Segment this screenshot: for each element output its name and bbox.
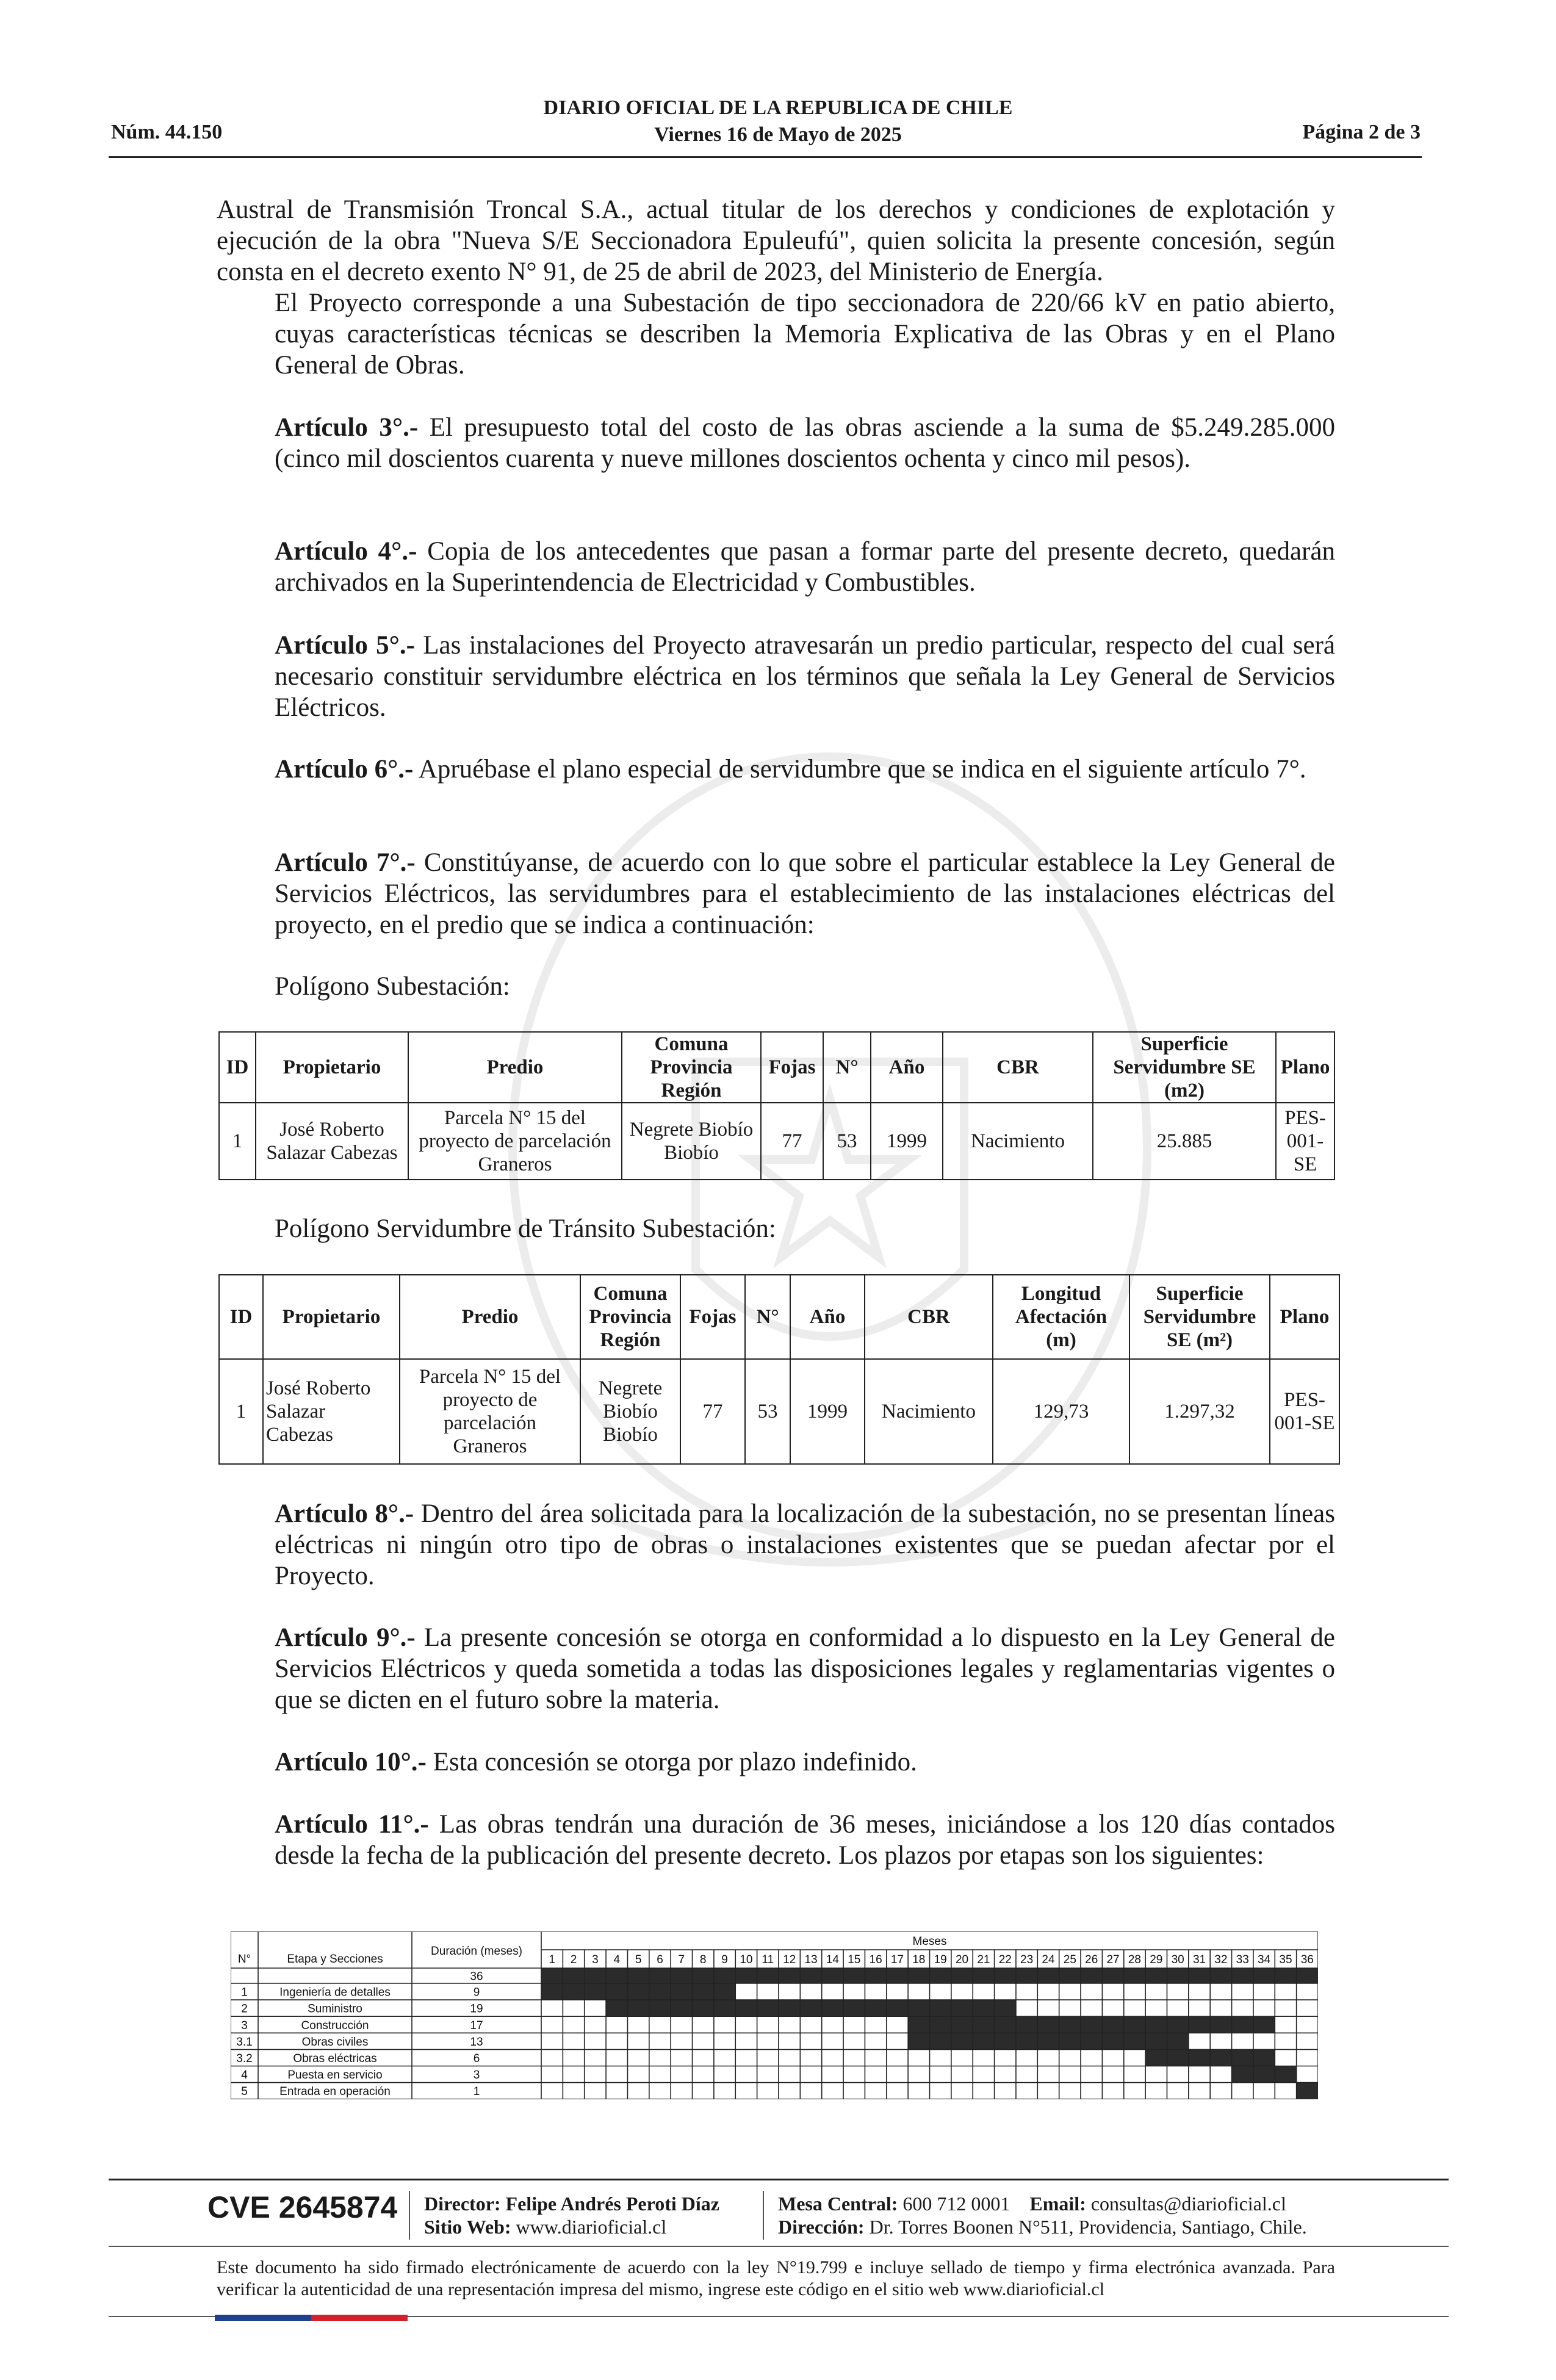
gantt-month-label: 35: [1279, 1953, 1292, 1966]
article-7-text: Constitúyanse, de acuerdo con lo que sobre el particular establece la Ley General de Servicios Eléctricos, las servidumbres para el establecimiento de las instalaciones eléctricas del proyecto, en el predio que se indica a continuación:: [275, 848, 1336, 939]
gantt-month-label: 8: [699, 1953, 707, 1966]
header-line: Región: [661, 1080, 722, 1102]
col-cbr: CBR: [943, 1032, 1093, 1103]
cell-anio: 1999: [790, 1359, 865, 1464]
header-line: Comuna: [654, 1033, 729, 1055]
cell-line: Negrete: [598, 1377, 663, 1399]
gantt-stage-duration: 9: [473, 1986, 480, 1999]
gantt-header-stage: Etapa y Secciones: [287, 1953, 383, 1966]
cell-fojas: 77: [761, 1103, 823, 1180]
gantt-stage-name: Obras civiles: [301, 2035, 369, 2049]
col-fojas: Fojas: [761, 1032, 823, 1103]
gantt-month-label: 25: [1063, 1953, 1076, 1966]
gantt-month-label: 16: [869, 1953, 882, 1966]
article-5-text: Las instalaciones del Proyecto atravesarán un predio particular, respecto del cual será necesario constituir servidumbre eléctrica en los términos que señala la Ley General de Servicios Eléctricos.: [275, 631, 1336, 722]
gantt-stage-name: Ingeniería de detalles: [279, 1986, 391, 1999]
footer-separator: [763, 2191, 764, 2240]
gantt-month-label: 2: [570, 1953, 577, 1966]
gantt-month-label: 33: [1236, 1953, 1249, 1966]
article-11: [217, 1809, 1335, 1871]
cell-propietario: [256, 1103, 408, 1180]
header-line: Longitud: [1021, 1283, 1101, 1305]
contact-line: [778, 2192, 1307, 2215]
gantt-month-label: 29: [1150, 1953, 1163, 1966]
table-row: [219, 1103, 1334, 1180]
email-label: Email:: [1029, 2193, 1086, 2215]
cell-line: proyecto de: [442, 1389, 538, 1411]
cell-line: 001-SE: [1274, 1412, 1335, 1434]
gantt-month-label: 9: [721, 1953, 728, 1966]
gantt-month-label: 21: [977, 1953, 990, 1966]
cell-line: Parcela N° 15 del: [419, 1366, 561, 1388]
article-3: [217, 412, 1335, 474]
article-5-label: Artículo 5°.-: [275, 631, 415, 660]
article-8-text: Dentro del área solicitada para la localización de la subestación, no se presentan líneas eléctricas ni ningún otro tipo de obras o instalaciones existentes que se puedan afectar por el Proyecto.: [275, 1499, 1336, 1590]
header-line: Afectación: [1015, 1306, 1108, 1328]
cell-numero: 53: [745, 1359, 790, 1464]
article-4-text: Copia de los antecedentes que pasan a formar parte del presente decreto, quedarán archivados en la Superintendencia de Electricidad y Combustibles.: [275, 537, 1336, 597]
gantt-stage-duration: 13: [470, 2035, 483, 2049]
gantt-stage-number: 3: [241, 2019, 248, 2032]
gantt-header-duration: Duración (meses): [431, 1945, 522, 1958]
gantt-month-label: 30: [1171, 1953, 1184, 1966]
col-cbr: CBR: [865, 1275, 993, 1359]
article-10: [217, 1747, 1335, 1778]
footer-separator: [409, 2191, 410, 2240]
header-line: SE (m²): [1167, 1329, 1233, 1351]
footer-legal-note: Este documento ha sido firmado electrónicamente de acuerdo con la ley N°19.799 e incluye sellado de tiempo y firma electrónica avanzada. Para verificar la autenticidad de una representación impresa del mismo, ingrese este código en el sitio web www.diarioficial.cl: [217, 2257, 1335, 2299]
paragraph-intro: Austral de Transmisión Troncal S.A., actual titular de los derechos y condiciones de explotación y ejecución de la obra "Nueva S/E Seccionadora Epuleufú", quien solicita la presente concesión, según consta en el decreto exento N° 91, de 25 de abril de 2023, del Ministerio de Energía.: [217, 195, 1335, 286]
gantt-month-label: 5: [635, 1953, 642, 1966]
cell-comuna: [622, 1103, 761, 1180]
article-7: [217, 847, 1335, 940]
article-10-text: Esta concesión se otorga por plazo indefinido.: [433, 1748, 917, 1776]
issue-date: Viernes 16 de Mayo de 2025: [654, 123, 902, 146]
article-8: [217, 1498, 1335, 1592]
article-3-label: Artículo 3°.-: [275, 413, 419, 442]
col-comuna: [580, 1275, 680, 1359]
gantt-month-label: 6: [657, 1953, 663, 1966]
cell-cbr: Nacimiento: [943, 1103, 1093, 1180]
article-6: [217, 754, 1335, 785]
article-9-text: La presente concesión se otorga en conformidad a lo dispuesto en la Ley General de Servicios Eléctricos y queda sometida a todas las disposiciones legales y reglamentarias vigentes o que se dicten en el futuro sobre la materia.: [275, 1623, 1336, 1714]
masthead-title: DIARIO OFICIAL DE LA REPUBLICA DE CHILE: [543, 96, 1013, 119]
cell-line: Graneros: [478, 1153, 552, 1175]
header-line: Servidumbre: [1143, 1306, 1256, 1328]
gantt-month-label: 7: [678, 1953, 685, 1966]
col-numero: N°: [745, 1275, 790, 1359]
gantt-month-label: 18: [912, 1953, 926, 1966]
table-row: [219, 1359, 1339, 1464]
table-poligono-subestacion: [218, 1031, 1335, 1180]
cve-code: CVE 2645874: [207, 2190, 398, 2224]
gantt-month-label: 15: [848, 1953, 861, 1966]
cell-superficie: 25.885: [1093, 1103, 1276, 1180]
gantt-stage-name: Suministro: [308, 2002, 362, 2016]
cell-plano: [1270, 1359, 1339, 1464]
mesa-phone: 600 712 0001: [902, 2193, 1010, 2215]
gantt-month-label: 19: [934, 1953, 947, 1966]
table-header-row: [219, 1032, 1334, 1103]
gantt-stage-duration: 1: [473, 2085, 480, 2099]
cell-line: Graneros: [453, 1435, 527, 1457]
cell-line: Salazar Cabezas: [266, 1142, 398, 1164]
gantt-bar: [1297, 2083, 1318, 2099]
col-fojas: Fojas: [680, 1275, 745, 1359]
header-line: (m2): [1164, 1080, 1205, 1102]
gantt-total-duration: 36: [470, 1970, 483, 1983]
col-propietario: Propietario: [256, 1032, 408, 1103]
gantt-bar: [1232, 2066, 1297, 2083]
cell-line: Negrete Biobío: [629, 1119, 754, 1141]
cell-superficie: 1.297,32: [1129, 1359, 1270, 1464]
gantt-month-label: 10: [740, 1953, 753, 1966]
header-line: Provincia: [650, 1056, 733, 1078]
cell-line: proyecto de parcelación: [419, 1130, 611, 1152]
footer-contact-block: [778, 2192, 1307, 2238]
director-line: [424, 2192, 719, 2215]
cell-fojas: 77: [680, 1359, 745, 1464]
gantt-stage-duration: 17: [470, 2019, 483, 2032]
gantt-month-label: 17: [890, 1953, 904, 1966]
cell-line: Parcela N° 15 del: [444, 1107, 586, 1129]
gantt-header-n: N°: [237, 1953, 251, 1966]
header-line: Región: [600, 1329, 661, 1351]
gantt-month-label: 31: [1192, 1953, 1206, 1966]
article-4: [217, 536, 1335, 598]
gantt-bar: [908, 2033, 1189, 2049]
gantt-bar: [541, 1983, 735, 2000]
cell-line: José Roberto: [279, 1119, 384, 1141]
article-8-label: Artículo 8°.-: [275, 1499, 414, 1528]
gantt-month-label: 14: [826, 1953, 839, 1966]
gantt-header-months: Meses: [912, 1935, 947, 1948]
gantt-month-label: 12: [783, 1953, 796, 1966]
article-4-label: Artículo 4°.-: [275, 537, 417, 566]
gantt-month-label: 11: [762, 1953, 774, 1966]
col-propietario: Propietario: [263, 1275, 400, 1359]
gantt-month-label: 34: [1258, 1953, 1271, 1966]
gantt-month-label: 13: [804, 1953, 818, 1966]
flag-stripe-red: [311, 2315, 408, 2321]
mesa-label: Mesa Central:: [778, 2193, 898, 2215]
article-11-text: Las obras tendrán una duración de 36 meses, iniciándose a los 120 días contados desde la fecha de la publicación del presente decreto. Los plazos por etapas son los siguientes:: [275, 1810, 1336, 1870]
header-line: Provincia: [589, 1306, 672, 1328]
gantt-month-label: 22: [998, 1953, 1012, 1966]
article-6-text: Apruébase el plano especial de servidumbre que se indica en el siguiente artículo 7°.: [418, 755, 1306, 784]
polygon-2-title: Polígono Servidumbre de Tránsito Subestación:: [275, 1214, 776, 1243]
gantt-stage-duration: 3: [473, 2069, 480, 2082]
address-line: [778, 2215, 1307, 2238]
header-line: Comuna: [593, 1283, 668, 1305]
header-divider: [109, 156, 1422, 158]
gantt-stage-duration: 19: [470, 2002, 483, 2016]
gantt-month-label: 36: [1300, 1953, 1314, 1966]
cell-predio: [408, 1103, 622, 1180]
table-header-row: [219, 1275, 1339, 1359]
cell-line: Biobío: [603, 1424, 658, 1446]
issue-number: Núm. 44.150: [111, 121, 223, 143]
col-id: ID: [219, 1275, 263, 1359]
cell-line: 001-SE: [1286, 1130, 1324, 1175]
address-label: Dirección:: [778, 2216, 865, 2238]
website-link[interactable]: www.diarioficial.cl: [516, 2216, 667, 2238]
email-link[interactable]: consultas@diarioficial.cl: [1090, 2193, 1286, 2215]
gantt-month-label: 1: [549, 1953, 555, 1966]
website-line: [424, 2215, 719, 2238]
gantt-stage-name: Construcción: [301, 2019, 369, 2032]
website-label: Sitio Web:: [424, 2216, 511, 2238]
col-predio: Predio: [408, 1032, 622, 1103]
footer-divider: [109, 2246, 1449, 2247]
header-line: Superficie: [1140, 1033, 1228, 1055]
col-superficie: [1093, 1032, 1276, 1103]
cell-comuna: [580, 1359, 680, 1464]
cell-cbr: Nacimiento: [865, 1359, 993, 1464]
article-6-label: Artículo 6°.-: [275, 755, 414, 784]
header-line: Servidumbre SE: [1113, 1056, 1256, 1078]
cell-line: parcelación: [443, 1412, 537, 1434]
gantt-month-label: 24: [1042, 1953, 1055, 1966]
director-name: Felipe Andrés Peroti Díaz: [505, 2193, 719, 2215]
header-line: (m): [1046, 1329, 1076, 1351]
director-label: Director:: [424, 2193, 501, 2215]
gantt-month-label: 4: [613, 1953, 621, 1966]
gantt-stage-number: 5: [241, 2085, 248, 2099]
cell-line: Biobío: [603, 1401, 658, 1423]
cell-line: José Roberto: [266, 1377, 371, 1399]
article-5: [217, 630, 1335, 723]
article-10-label: Artículo 10°.-: [275, 1748, 427, 1776]
gantt-month-label: 28: [1128, 1953, 1142, 1966]
cell-anio: 1999: [871, 1103, 943, 1180]
table-servidumbre-transito: [218, 1274, 1340, 1465]
cell-line: PES-: [1284, 1107, 1326, 1129]
flag-stripe-blue: [215, 2315, 311, 2321]
gantt-stage-duration: 6: [473, 2052, 480, 2065]
article-11-label: Artículo 11°.-: [275, 1810, 429, 1839]
page-number: Página 2 de 3: [1302, 121, 1421, 143]
cell-longitud: 129,73: [993, 1359, 1129, 1464]
gantt-month-label: 26: [1085, 1953, 1098, 1966]
cell-line: Cabezas: [266, 1424, 333, 1446]
gantt-stage-number: 3.2: [236, 2052, 253, 2065]
gantt-stage-number: 4: [241, 2069, 248, 2082]
col-numero: N°: [823, 1032, 871, 1103]
header-line: Superficie: [1156, 1283, 1244, 1305]
gantt-stage-name: Entrada en operación: [279, 2085, 391, 2099]
footer-divider: [109, 2179, 1449, 2180]
polygon-1-title: Polígono Subestación:: [275, 972, 510, 1001]
cell-id: 1: [219, 1359, 263, 1464]
col-anio: Año: [790, 1275, 865, 1359]
gantt-stage-number: 1: [241, 1986, 248, 1999]
paragraph-project: El Proyecto corresponde a una Subestación de tipo seccionadora de 220/66 kV en patio abierto, cuyas características técnicas se describen la Memoria Explicativa de las Obras y en el Plano General de Obras.: [275, 289, 1335, 380]
col-anio: Año: [871, 1032, 943, 1103]
cell-id: 1: [219, 1103, 256, 1180]
gantt-bar: [908, 2016, 1275, 2033]
article-3-text: El presupuesto total del costo de las obras asciende a la suma de $5.249.285.000 (cinco mil doscientos cuarenta y nueve millones doscientos ochenta y cinco mil pesos).: [275, 413, 1335, 473]
cell-plano: [1276, 1103, 1334, 1180]
gantt-stage-name: Obras eléctricas: [293, 2052, 377, 2065]
cell-propietario: [263, 1359, 400, 1464]
cell-line: Biobío: [664, 1142, 719, 1164]
gantt-month-label: 23: [1020, 1953, 1034, 1966]
gantt-stage-number: 3.1: [236, 2035, 253, 2049]
col-superficie: [1129, 1275, 1270, 1359]
cell-line: Salazar: [266, 1401, 326, 1423]
gantt-stage-number: 2: [241, 2002, 248, 2016]
col-plano: Plano: [1276, 1032, 1334, 1103]
article-9-label: Artículo 9°.-: [275, 1623, 416, 1652]
col-plano: Plano: [1270, 1275, 1339, 1359]
col-predio: Predio: [400, 1275, 580, 1359]
gantt-bar: [606, 2000, 1016, 2016]
cell-predio: [400, 1359, 580, 1464]
address-text: Dr. Torres Boonen N°511, Providencia, Santiago, Chile.: [869, 2216, 1307, 2238]
gantt-stage-name: Puesta en servicio: [287, 2069, 383, 2082]
col-id: ID: [219, 1032, 256, 1103]
gantt-month-label: 27: [1106, 1953, 1120, 1966]
cell-line: PES-: [1284, 1389, 1325, 1411]
gantt-schedule: [231, 1931, 1318, 2099]
footer-director-block: [424, 2192, 719, 2238]
cell-numero: 53: [823, 1103, 871, 1180]
col-longitud: [993, 1275, 1129, 1359]
gantt-month-label: 32: [1214, 1953, 1228, 1966]
col-comuna: [622, 1032, 761, 1103]
gantt-month-label: 3: [592, 1953, 599, 1966]
gantt-month-label: 20: [955, 1953, 969, 1966]
article-7-label: Artículo 7°.-: [275, 848, 416, 877]
article-9: [217, 1622, 1335, 1715]
